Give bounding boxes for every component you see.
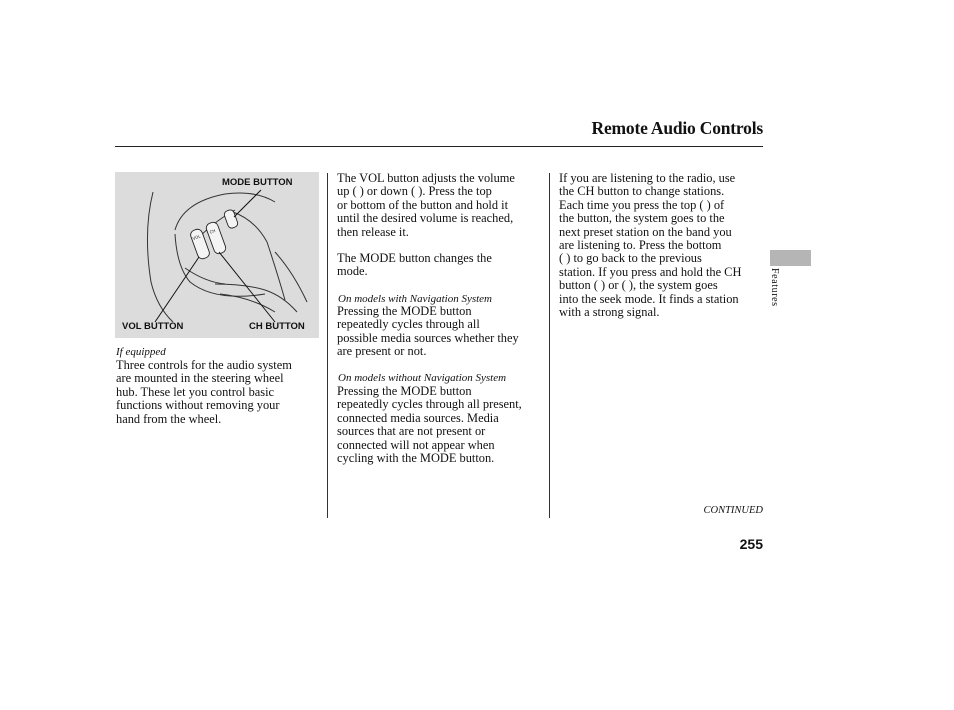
nav-subheading: On models with Navigation System	[338, 293, 492, 305]
text-line: are present or not.	[337, 344, 427, 359]
text-line: with a strong signal.	[559, 305, 660, 320]
text-line: Pressing the MODE button	[337, 384, 472, 398]
text-line: are mounted in the steering wheel	[116, 371, 284, 386]
column-divider	[327, 173, 328, 518]
text-line: connected media sources. Media	[337, 410, 499, 425]
text-line: station. If you press and hold the CH	[559, 264, 742, 279]
text-line: If you are listening to the radio, use	[559, 171, 736, 185]
text-line: then release it.	[337, 224, 409, 239]
steering-wheel-illustration	[115, 172, 319, 338]
ch-paragraph	[559, 172, 741, 319]
text-line: connected will not appear when	[337, 437, 495, 452]
mode-paragraph	[337, 252, 492, 279]
intro-paragraph	[116, 359, 292, 426]
title-rule	[115, 146, 763, 147]
text-line: or bottom of the button and hold it	[337, 197, 509, 212]
text-line: repeatedly cycles through all	[337, 317, 480, 332]
section-tab-label	[767, 268, 781, 318]
text-line: are listening to. Press the bottom	[559, 238, 722, 253]
nav-paragraph	[337, 305, 519, 359]
no-nav-paragraph	[337, 385, 522, 465]
steering-wheel-drawing	[115, 172, 319, 338]
text-line: up ( ) or down ( ). Press the top	[337, 184, 492, 199]
text-line: until the desired volume is reached,	[337, 211, 514, 226]
text-line: the CH button to change stations.	[559, 184, 725, 199]
text-line: possible media sources whether they	[337, 330, 519, 345]
text-line: cycling with the MODE button.	[337, 451, 495, 466]
text-line: hub. These let you control basic	[116, 384, 275, 399]
text-line: mode.	[337, 264, 368, 279]
page-title: Remote Audio Controls	[591, 118, 763, 138]
text-line: button ( ) or ( ), the system goes	[559, 278, 718, 293]
column-divider	[549, 173, 550, 518]
section-label-text: Features	[769, 268, 780, 307]
mode-button-label: MODE BUTTON	[222, 177, 293, 188]
text-line: The MODE button changes the	[337, 251, 492, 265]
text-line: functions without removing your	[116, 398, 280, 413]
svg-text:VOL: VOL	[191, 233, 202, 242]
text-line: into the seek mode. It finds a station	[559, 291, 739, 306]
continued-note: CONTINUED	[703, 505, 763, 516]
no-nav-subheading: On models without Navigation System	[338, 372, 507, 384]
text-line: the button, the system goes to the	[559, 211, 725, 226]
text-line: The VOL button adjusts the volume	[337, 171, 515, 185]
ch-button-label: CH BUTTON	[249, 321, 305, 332]
text-line: ( ) to go back to the previous	[559, 251, 702, 266]
text-line: hand from the wheel.	[116, 411, 222, 426]
page-number: 255	[739, 536, 763, 552]
text-line: Pressing the MODE button	[337, 304, 472, 318]
text-line: sources that are not present or	[337, 424, 486, 439]
section-tab	[770, 250, 811, 266]
text-line: Three controls for the audio system	[116, 358, 292, 372]
text-line: next preset station on the band you	[559, 224, 732, 239]
vol-paragraph	[337, 172, 515, 239]
text-line: repeatedly cycles through all present,	[337, 397, 522, 412]
text-line: Each time you press the top ( ) of	[559, 197, 725, 212]
vol-button-label: VOL BUTTON	[122, 321, 184, 332]
figure-caption: If equipped	[116, 346, 166, 358]
svg-text:CH: CH	[208, 227, 216, 235]
